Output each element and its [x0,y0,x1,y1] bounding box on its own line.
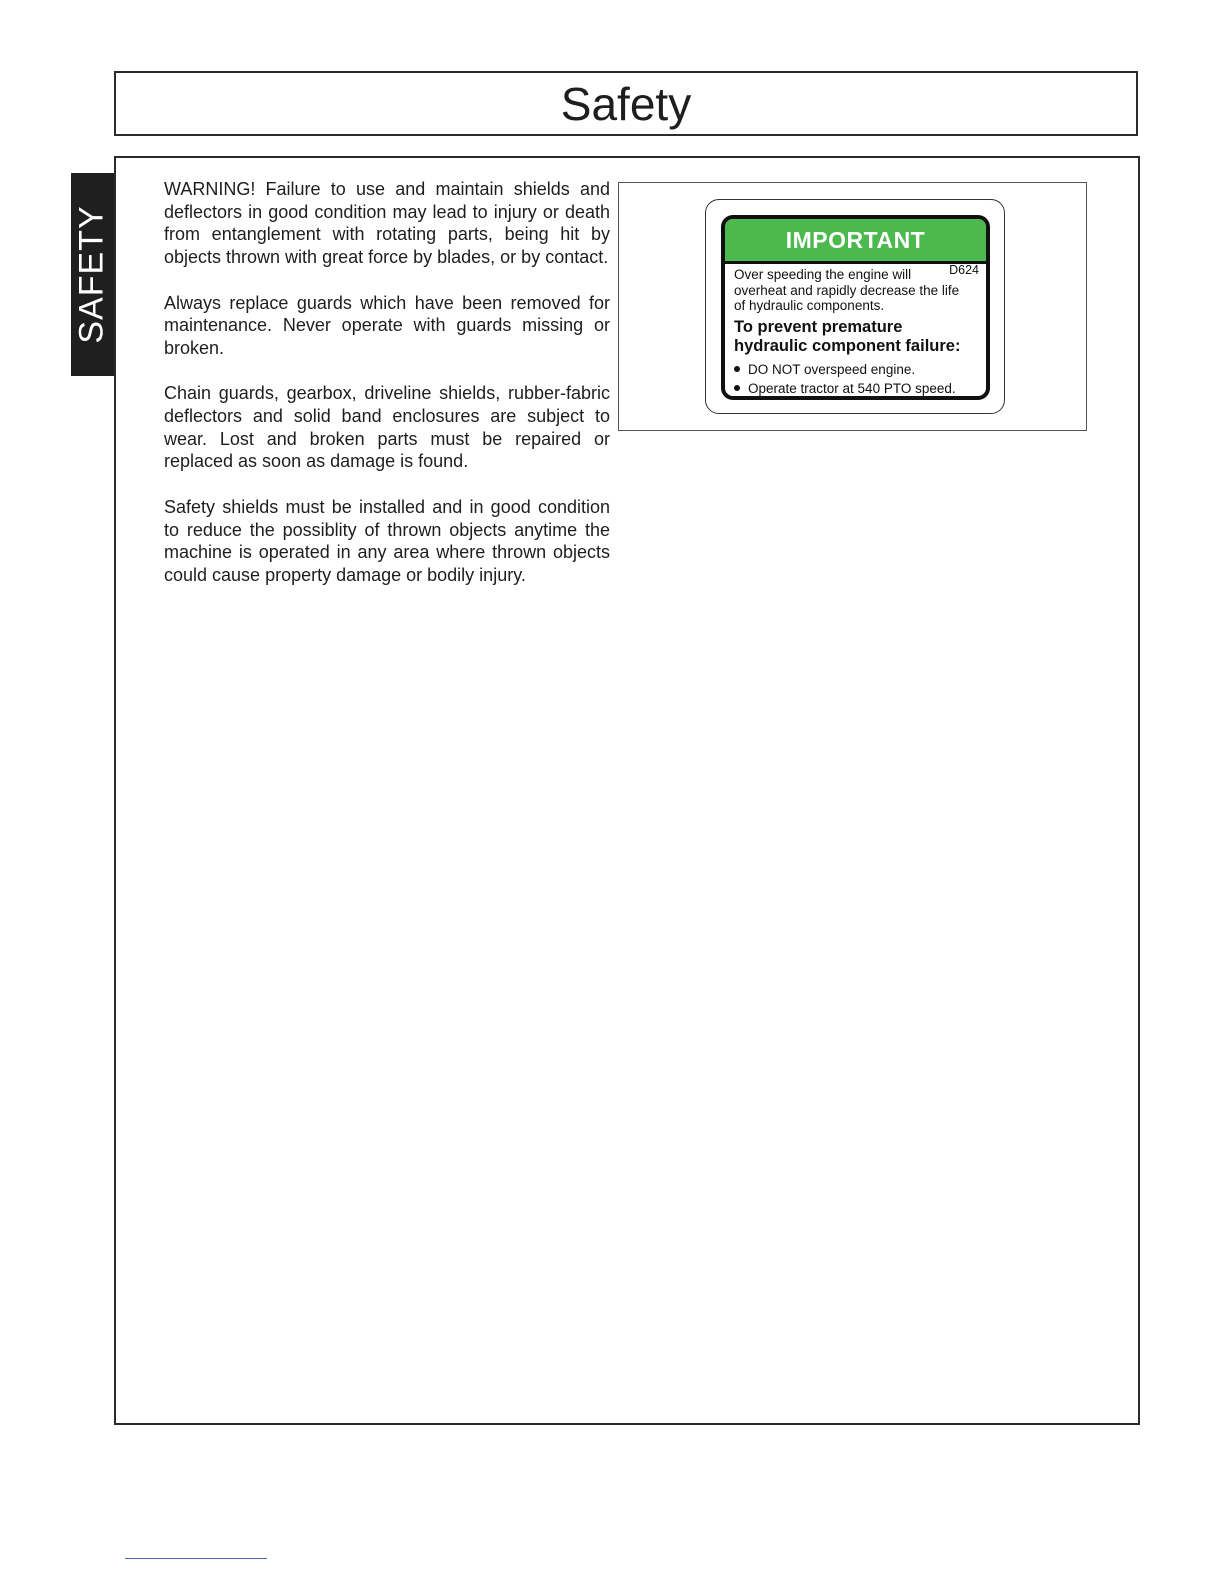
footer-rule [125,1558,267,1559]
decal-line: Over speeding the engine will [734,267,912,282]
section-side-tab [71,173,114,376]
page-header [114,71,1138,136]
paragraph-warning: WARNING! Failure to use and maintain shields and deflectors in good condition may lead to injury or death from entanglement with rotating parts, being hit by objects thrown with great force by blades, or by contact. [164,179,610,268]
decal-body [725,264,986,398]
decal-heading-line: hydraulic component failure: [734,336,961,355]
decal-code: D624 [949,263,979,277]
paragraph-safety-shields: Safety shields must be installed and in good condition to reduce the possiblity of thrown objects anytime the machine is operated in any area where thrown objects could cause property damage or bodily injury. [164,496,610,585]
decal-heading [734,318,980,356]
bullet-icon [734,385,740,391]
decal-bullet-list [734,360,980,398]
decal-line: overheat and rapidly decrease the life [734,282,960,298]
paragraph-replace-guards: Always replace guards which have been removed for maintenance. Never operate with guards missing or broken. [164,292,610,358]
decal-bullet-item [734,379,980,398]
important-decal [721,215,990,400]
paragraph-wear-parts: Chain guards, gearbox, driveline shields, rubber-fabric deflectors and solid band enclosures are subject to wear. Lost and broken parts must be repaired or replaced as soon as damage is found. [164,383,610,472]
safety-text-column [164,178,610,609]
decal-bullet-text: DO NOT overspeed engine. [748,361,916,377]
decal-heading-line: To prevent premature [734,317,903,336]
decal-header: IMPORTANT [725,219,986,264]
side-tab-label: SAFETY [73,205,111,344]
decal-bullet-text: Operate tractor at 540 PTO speed. [748,380,956,396]
decal-bullet-item [734,360,980,379]
decal-line: of hydraulic components. [734,298,885,313]
bullet-icon [734,366,740,372]
page-title: Safety [560,77,692,130]
